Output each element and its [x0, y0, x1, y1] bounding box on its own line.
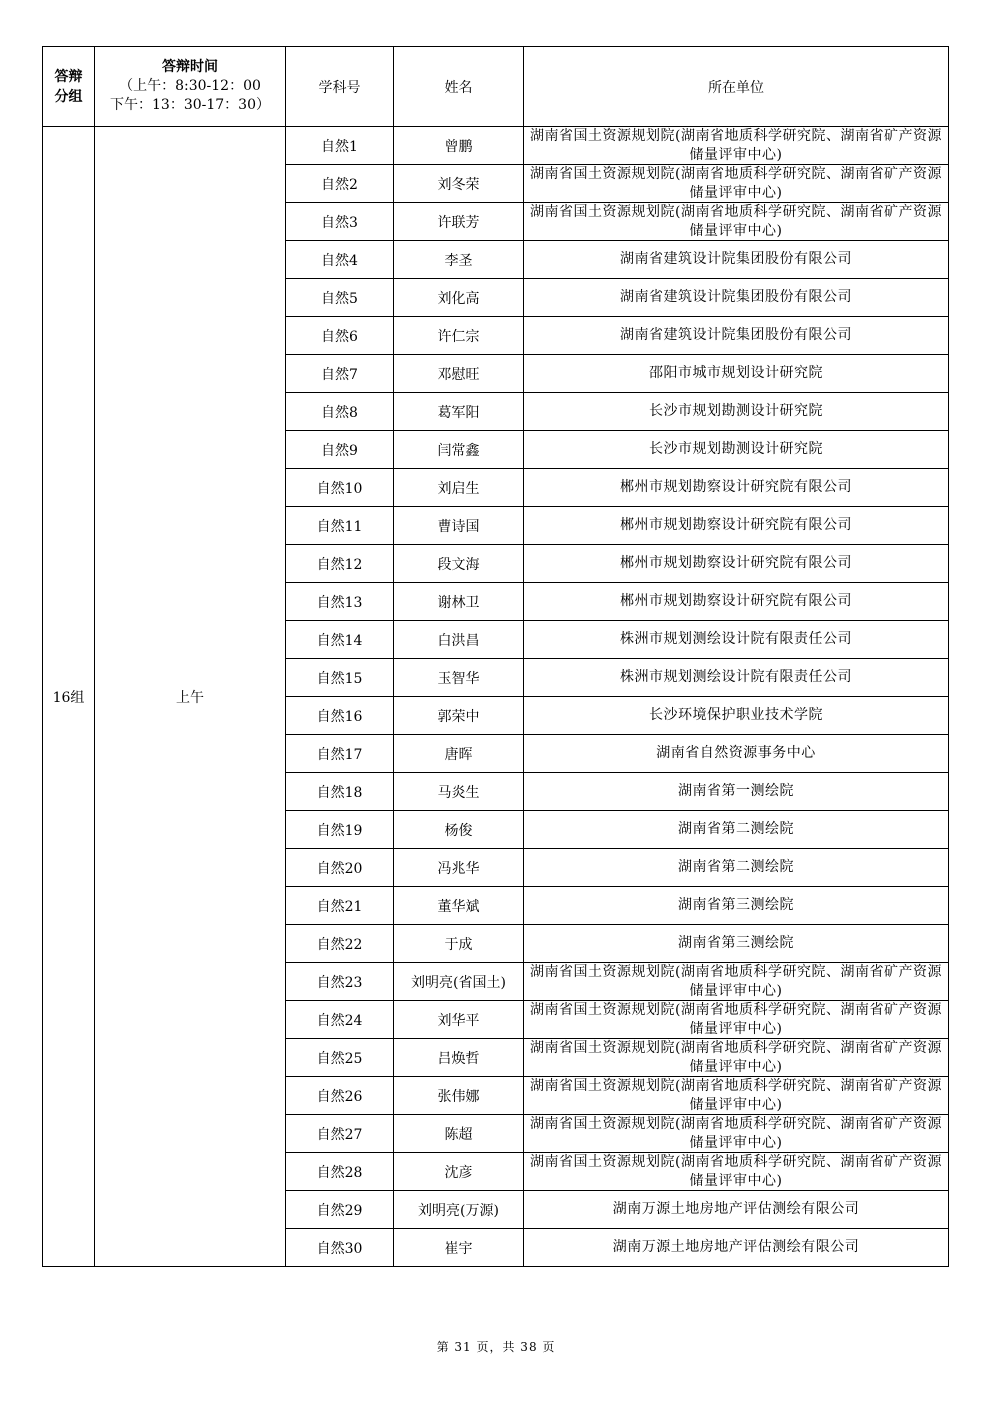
subject-cell: 自然28 [286, 1153, 394, 1191]
unit-cell [524, 583, 949, 621]
name-cell: 唐晖 [394, 735, 524, 773]
subject-cell: 自然13 [286, 583, 394, 621]
unit-text: 湖南省第三测绘院 [678, 897, 794, 913]
unit-cell [524, 165, 949, 203]
unit-cell [524, 545, 949, 583]
unit-cell [524, 773, 949, 811]
unit-text: 湖南省建筑设计院集团股份有限公司 [620, 327, 852, 343]
name-cell: 冯兆华 [394, 849, 524, 887]
unit-cell [524, 355, 949, 393]
unit-cell [524, 279, 949, 317]
header-group [43, 47, 95, 127]
unit-cell [524, 1115, 949, 1153]
unit-text: 长沙市规划勘测设计研究院 [649, 403, 823, 419]
header-time-am: （上午：8:30-12：00 [119, 78, 261, 94]
unit-text: 郴州市规划勘察设计研究院有限公司 [620, 593, 852, 609]
name-cell: 刘启生 [394, 469, 524, 507]
name-cell: 曹诗国 [394, 507, 524, 545]
unit-cell [524, 1039, 949, 1077]
name-cell: 张伟娜 [394, 1077, 524, 1115]
header-time-pm: 下午：13：30-17：30） [110, 97, 270, 113]
unit-cell [524, 1229, 949, 1267]
name-cell: 李圣 [394, 241, 524, 279]
subject-cell: 自然9 [286, 431, 394, 469]
unit-cell [524, 887, 949, 925]
name-cell: 刘化高 [394, 279, 524, 317]
unit-text: 湖南省自然资源事务中心 [656, 745, 816, 761]
unit-text: 郴州市规划勘察设计研究院有限公司 [620, 555, 852, 571]
header-row [43, 47, 949, 127]
unit-cell [524, 1191, 949, 1229]
unit-text: 株洲市规划测绘设计院有限责任公司 [620, 631, 852, 647]
unit-text: 湖南省国土资源规划院(湖南省地质科学研究院、湖南省矿产资源储量评审中心) [530, 1040, 942, 1075]
unit-cell [524, 1001, 949, 1039]
subject-cell: 自然26 [286, 1077, 394, 1115]
name-cell: 马炎生 [394, 773, 524, 811]
unit-text: 湖南省国土资源规划院(湖南省地质科学研究院、湖南省矿产资源储量评审中心) [530, 166, 942, 201]
subject-cell: 自然25 [286, 1039, 394, 1077]
name-cell: 崔宇 [394, 1229, 524, 1267]
name-cell: 沈彦 [394, 1153, 524, 1191]
subject-cell: 自然3 [286, 203, 394, 241]
header-time-title: 答辩时间 [162, 59, 218, 75]
subject-cell: 自然4 [286, 241, 394, 279]
name-cell: 董华斌 [394, 887, 524, 925]
unit-text: 湖南省国土资源规划院(湖南省地质科学研究院、湖南省矿产资源储量评审中心) [530, 128, 942, 163]
name-cell: 刘华平 [394, 1001, 524, 1039]
unit-cell [524, 317, 949, 355]
unit-text: 湖南省建筑设计院集团股份有限公司 [620, 289, 852, 305]
unit-text: 湖南省第二测绘院 [678, 859, 794, 875]
name-cell: 刘明亮(万源) [394, 1191, 524, 1229]
header-unit: 所在单位 [524, 47, 949, 127]
subject-cell: 自然27 [286, 1115, 394, 1153]
name-cell: 谢林卫 [394, 583, 524, 621]
subject-cell: 自然22 [286, 925, 394, 963]
subject-cell: 自然10 [286, 469, 394, 507]
unit-cell [524, 811, 949, 849]
unit-text: 湖南省国土资源规划院(湖南省地质科学研究院、湖南省矿产资源储量评审中心) [530, 1116, 942, 1151]
subject-cell: 自然20 [286, 849, 394, 887]
unit-cell [524, 1153, 949, 1191]
unit-text: 湖南省国土资源规划院(湖南省地质科学研究院、湖南省矿产资源储量评审中心) [530, 1078, 942, 1113]
name-cell: 曾鹏 [394, 127, 524, 165]
page-footer: 第 31 页，共 38 页 [436, 1340, 556, 1354]
subject-cell: 自然5 [286, 279, 394, 317]
name-cell: 刘冬荣 [394, 165, 524, 203]
session-cell: 上午 [95, 127, 286, 1267]
unit-text: 湖南省建筑设计院集团股份有限公司 [620, 251, 852, 267]
group-cell: 16组 [43, 127, 95, 1267]
subject-cell: 自然1 [286, 127, 394, 165]
subject-cell: 自然12 [286, 545, 394, 583]
subject-cell: 自然8 [286, 393, 394, 431]
unit-text: 湖南省国土资源规划院(湖南省地质科学研究院、湖南省矿产资源储量评审中心) [530, 1002, 942, 1037]
unit-cell [524, 963, 949, 1001]
unit-cell [524, 203, 949, 241]
unit-cell [524, 469, 949, 507]
unit-cell [524, 659, 949, 697]
subject-cell: 自然16 [286, 697, 394, 735]
unit-cell [524, 621, 949, 659]
name-cell: 闫常鑫 [394, 431, 524, 469]
subject-cell: 自然14 [286, 621, 394, 659]
subject-cell: 自然15 [286, 659, 394, 697]
unit-text: 湖南省国土资源规划院(湖南省地质科学研究院、湖南省矿产资源储量评审中心) [530, 1154, 942, 1189]
name-cell: 陈超 [394, 1115, 524, 1153]
name-cell: 于成 [394, 925, 524, 963]
name-cell: 杨俊 [394, 811, 524, 849]
name-cell: 白洪昌 [394, 621, 524, 659]
subject-cell: 自然18 [286, 773, 394, 811]
header-name: 姓名 [394, 47, 524, 127]
unit-text: 湖南省国土资源规划院(湖南省地质科学研究院、湖南省矿产资源储量评审中心) [530, 204, 942, 239]
unit-text: 长沙环境保护职业技术学院 [649, 707, 823, 723]
unit-cell [524, 431, 949, 469]
header-subject: 学科号 [286, 47, 394, 127]
table-row [43, 127, 949, 165]
subject-cell: 自然30 [286, 1229, 394, 1267]
name-cell: 段文海 [394, 545, 524, 583]
name-cell: 许仁宗 [394, 317, 524, 355]
name-cell: 邓慰旺 [394, 355, 524, 393]
subject-cell: 自然29 [286, 1191, 394, 1229]
unit-cell [524, 393, 949, 431]
subject-cell: 自然6 [286, 317, 394, 355]
unit-text: 湖南省第三测绘院 [678, 935, 794, 951]
unit-cell [524, 849, 949, 887]
subject-cell: 自然17 [286, 735, 394, 773]
unit-text: 株洲市规划测绘设计院有限责任公司 [620, 669, 852, 685]
header-time [95, 47, 286, 127]
subject-cell: 自然11 [286, 507, 394, 545]
name-cell: 郭荣中 [394, 697, 524, 735]
unit-text: 郴州市规划勘察设计研究院有限公司 [620, 479, 852, 495]
table-body [43, 127, 949, 1267]
unit-cell [524, 697, 949, 735]
unit-text: 湖南省国土资源规划院(湖南省地质科学研究院、湖南省矿产资源储量评审中心) [530, 964, 942, 999]
subject-cell: 自然7 [286, 355, 394, 393]
subject-cell: 自然24 [286, 1001, 394, 1039]
name-cell: 吕焕哲 [394, 1039, 524, 1077]
name-cell: 葛军阳 [394, 393, 524, 431]
unit-cell [524, 1077, 949, 1115]
unit-cell [524, 735, 949, 773]
unit-text: 郴州市规划勘察设计研究院有限公司 [620, 517, 852, 533]
schedule-table [42, 46, 949, 1267]
unit-cell [524, 507, 949, 545]
unit-cell [524, 127, 949, 165]
name-cell: 许联芳 [394, 203, 524, 241]
name-cell: 玉智华 [394, 659, 524, 697]
subject-cell: 自然23 [286, 963, 394, 1001]
subject-cell: 自然2 [286, 165, 394, 203]
name-cell: 刘明亮(省国土) [394, 963, 524, 1001]
unit-cell [524, 925, 949, 963]
unit-cell [524, 241, 949, 279]
subject-cell: 自然19 [286, 811, 394, 849]
unit-text: 湖南万源土地房地产评估测绘有限公司 [612, 1201, 860, 1217]
header-group-label: 答辩 分组 [54, 68, 83, 105]
unit-text: 湖南省第一测绘院 [678, 783, 794, 799]
subject-cell: 自然21 [286, 887, 394, 925]
unit-text: 邵阳市城市规划设计研究院 [649, 365, 823, 381]
unit-text: 湖南省第二测绘院 [678, 821, 794, 837]
unit-text: 湖南万源土地房地产评估测绘有限公司 [612, 1239, 860, 1255]
unit-text: 长沙市规划勘测设计研究院 [649, 441, 823, 457]
